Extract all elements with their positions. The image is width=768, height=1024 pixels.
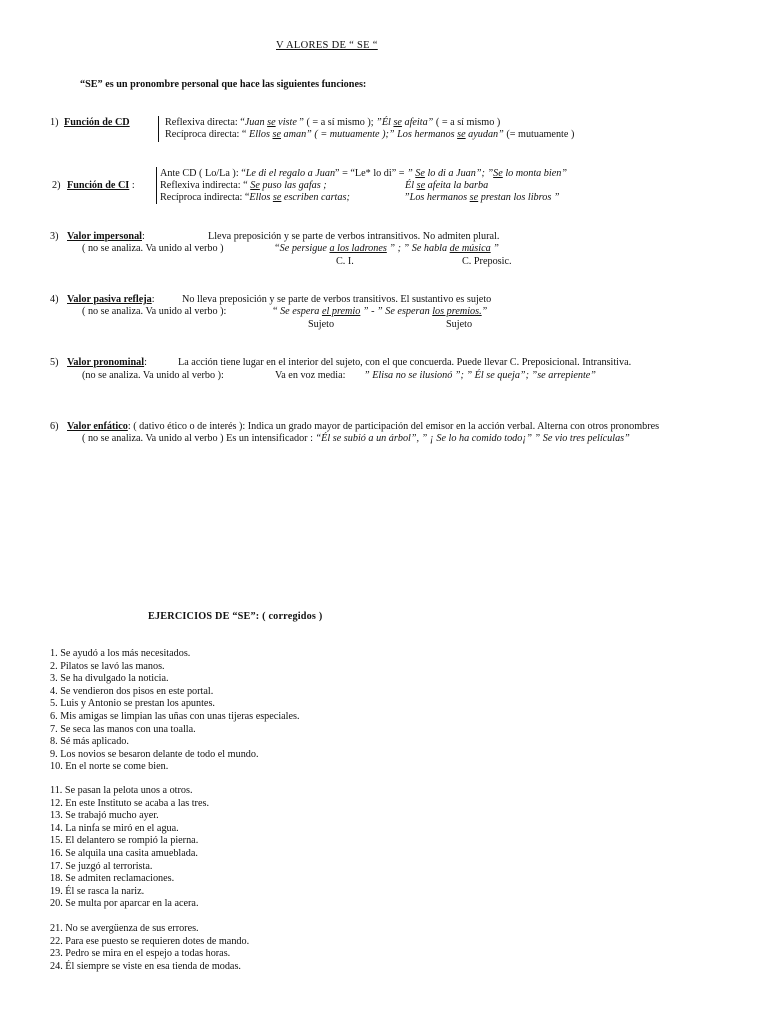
text-run: ” [490,243,499,254]
text-run: escriben cartas; [281,192,350,203]
example-label: C. Preposic. [462,256,512,267]
list-item: 15. El delantero se rompió la pierna. [50,835,199,847]
list-item: 13. Se trabajó mucho ayer. [50,810,159,822]
heading-colon: : [142,231,145,242]
text-run: ” ; ” Se habla [386,243,450,254]
example-label: C. I. [336,256,354,267]
text-run: Ellos [249,192,273,203]
page-title: V ALORES DE “ SE “ [276,40,378,51]
exercise-group-3 [50,923,249,973]
text-run: Recíproca indirecta: “ [160,192,250,203]
list-item: 8. Sé más aplicado. [50,736,129,748]
section-heading: Función de CD [64,117,130,128]
text-run: ” ( = a sí mismo ); [296,117,377,128]
list-item: 11. Se pasan la pelota unos a otros. [50,785,193,796]
list-item: 2. Pilatos se lavó las manos. [50,660,165,672]
text-run: se [393,117,402,128]
text-run: se [272,192,282,203]
text-run: de música [449,243,491,254]
text-run: a los ladrones [329,243,387,254]
text-run: ” = “Le* lo di” = [335,168,408,179]
list-item: 7. Se seca las manos con una toalla. [50,723,196,735]
cd-reciproca-line [165,129,574,142]
text-run: ” [481,306,488,317]
section-example [274,243,499,256]
ci-reflexiva-example [405,180,488,193]
list-item: 20. Se multa por aparcar en la acera. [50,898,199,910]
section-description: Lleva preposición y se parte de verbos intransitivos. No admiten plural. [208,231,500,242]
list-item: 12. En este Instituto se acaba a las tres. [50,797,209,809]
section-heading: Valor pasiva refleja [67,294,152,305]
list-item: 18. Se admiten reclamaciones. [50,873,175,885]
section-note: ( no se analiza. Va unido al verbo ) [82,243,224,254]
exercise-group-1 [50,648,300,774]
exercise-group-2 [50,785,209,911]
text-run: se [457,129,466,140]
section-example [273,306,487,319]
section-heading: Valor impersonal [67,231,142,242]
text-run: se [416,180,426,191]
list-item: 5. Luis y Antonio se prestan los apuntes. [50,698,215,710]
text-run: lo monta bien” [502,168,568,179]
text-run: Juan [244,117,265,128]
text-run: Ellos [249,129,270,140]
list-item: 22. Para ese puesto se requieren dotes de mando. [50,935,250,947]
section-description: No lleva preposición y se parte de verbos transitivos. El sustantivo es sujeto [182,294,492,305]
text-run: se [469,192,479,203]
text-run: ( = mutuamente );” Los hermanos [311,129,458,140]
section-heading: Función de CI [67,180,130,191]
text-run: puso las gafas ; [259,180,327,191]
section-number: 1) [50,117,59,128]
text-run: prestan los libros ” [478,192,560,203]
text-run: ayudan” [465,129,504,140]
list-item: 23. Pedro se mira en el espejo a todas horas. [50,948,231,960]
list-item: 3. Se ha divulgado la noticia. [50,673,169,685]
bracket-line [158,116,159,142]
list-item: 4. Se vendieron dos pisos en este portal. [50,685,214,697]
text-run: los premios. [432,306,482,317]
section-note: ( no se analiza. Va unido al verbo ) [82,433,224,444]
cd-reflexiva-line [165,117,500,130]
section-description: La acción tiene lugar en el interior del sujeto, con el que concuerda. Puede llevar C. Preposicional. Intransitiva. [178,357,632,368]
bracket-line [156,167,157,204]
text-run: Le di el regalo a Juan [245,168,336,179]
section-example: ” Elisa no se ilusionó ”; ” Él se queja”; ”se arrepiente” [364,370,596,381]
text-run: Ante CD ( Lo/La ): “ [160,168,246,179]
text-run: ( = a sí mismo ) [433,117,501,128]
text-run: afeita” [401,117,434,128]
example-label: Sujeto [446,319,473,330]
ci-reflexiva-line [160,180,327,193]
intro-text: “SE” es un pronombre personal que hace las siguientes funciones: [80,79,367,90]
section-number: 5) [50,357,59,368]
text-run: Se espera [280,306,322,317]
heading-colon: : [144,357,147,368]
ci-ante-cd-line [160,168,567,181]
section-note: ( no se analiza. Va unido al verbo ): [82,306,227,317]
heading-colon: : [151,294,155,305]
text-run: lo di a Juan”; ” [424,168,494,179]
section-heading: Valor enfático [67,421,128,432]
text-run: ”Él [376,117,394,128]
list-item: 9. Los novios se besaron delante de todo el mundo. [50,748,259,760]
text-run: el premio [321,306,361,317]
list-item: 17. Se juzgó al terrorista. [50,860,153,872]
section-number: 6) [50,421,59,432]
list-item: 1. Se ayudó a los más necesitados. [50,648,191,659]
text-run: ” - ” Se esperan [360,306,433,317]
section-number: 2) [52,180,61,191]
text-run: “ [273,306,281,317]
text-run: viste [278,117,297,128]
text-run: Él [405,180,417,191]
text-run: ” [407,168,416,179]
text-run: afeita la barba [425,180,489,191]
exercises-title: EJERCICIOS DE “SE”: ( corregidos ) [148,611,323,622]
text-run: ”Los hermanos [404,192,470,203]
list-item: 6. Mis amigas se limpian las uñas con unas tijeras especiales. [50,710,300,722]
text-run: “Se persigue [274,243,330,254]
text-run: Se [493,168,503,179]
example-label: Sujeto [308,319,335,330]
text-run: Reflexiva indirecta: “ [160,180,251,191]
text-run: aman” [283,129,312,140]
section-heading: Valor pronominal [67,357,145,368]
ci-reciproca-line [160,192,350,205]
intensificador-label: Es un intensificador : [223,433,316,444]
list-item: 16. Se alquila una casita amueblada. [50,847,198,859]
section-note: (no se analiza. Va unido al verbo ): [82,370,224,381]
section-number: 3) [50,231,59,242]
text-run: Se [250,180,260,191]
list-item: 19. Él se rasca la nariz. [50,885,145,897]
text-run: Se [415,168,425,179]
list-item: 10. En el norte se come bien. [50,761,169,773]
list-item: 24. Él siempre se viste en esa tienda de modas. [50,960,241,972]
list-item: 21. No se avergüenza de sus errores. [50,923,199,934]
heading-colon: : [129,180,135,191]
text-run: Reflexiva directa: “ [165,117,245,128]
ci-reciproca-example [404,192,560,205]
text-run: Recíproca directa: “ [165,129,249,140]
text-run: se [272,129,281,140]
voz-media-label: Va en voz media: [275,370,346,381]
text-run: se [267,117,276,128]
section-description: : ( dativo ético o de interés ): Indica un grado mayor de participación del emisor en la acción verbal. Alterna con otros pronombres [127,421,660,432]
list-item: 14. La ninfa se miró en el agua. [50,822,179,834]
section-number: 4) [50,294,59,305]
section-example: “Él se subió a un árbol”, ” ¡ Se lo ha comido todo¡” ” Se vio tres películas” [315,433,630,444]
text-run: (= mutuamente ) [503,129,575,140]
